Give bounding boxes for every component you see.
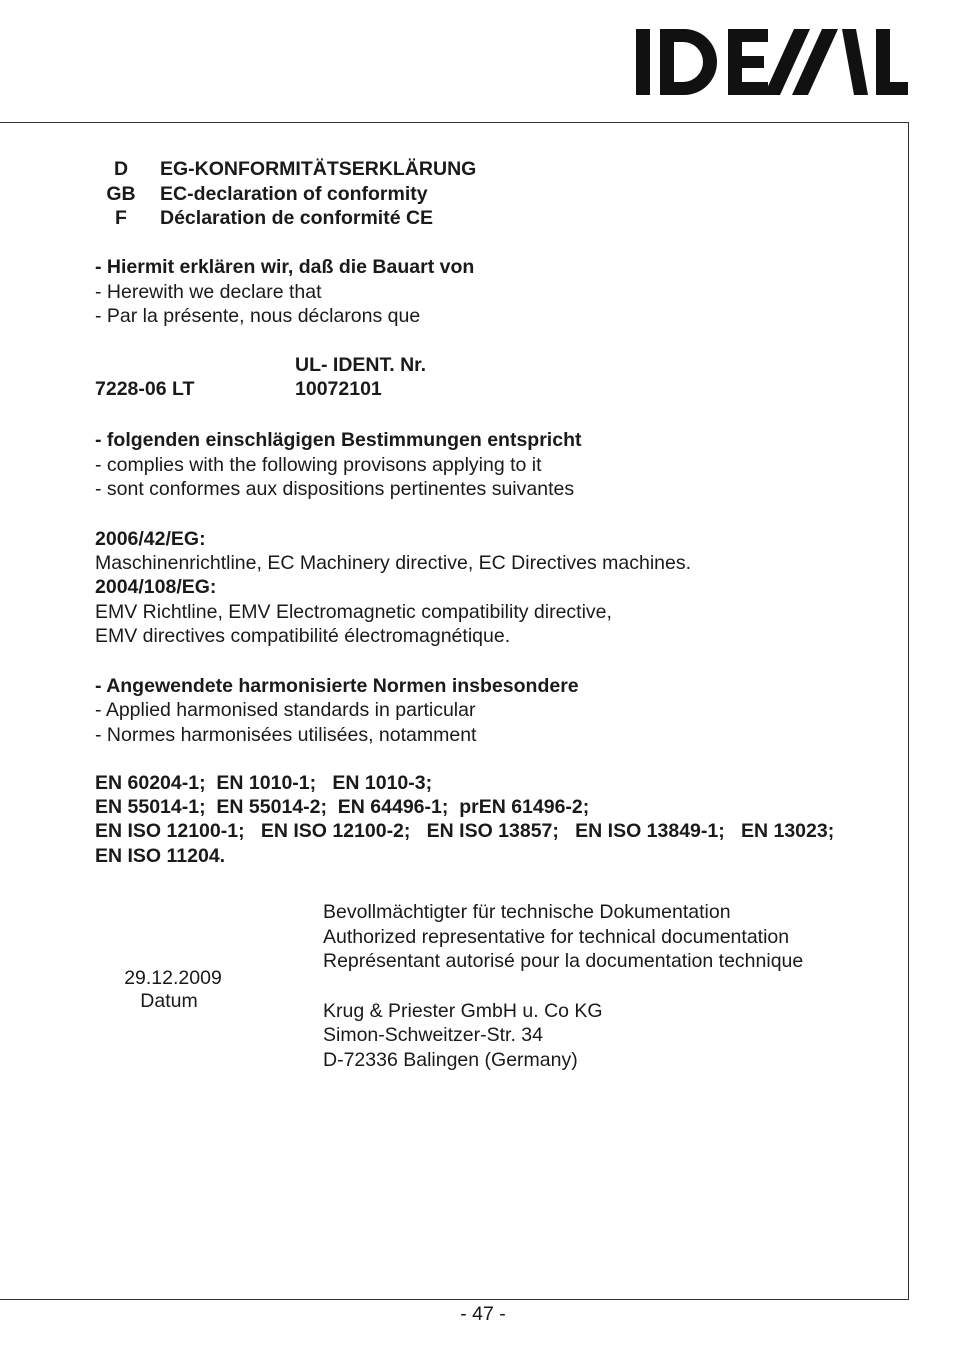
lang-code-gb: GB bbox=[106, 183, 136, 205]
intro-gb: - Herewith we declare that bbox=[95, 281, 322, 303]
standards-intro-de: - Angewendete harmonisierte Normen insbesondere bbox=[95, 675, 579, 697]
product-model: 7228-06 LT bbox=[95, 378, 195, 400]
representative-fr: Représentant autorisé pour la documentation technique bbox=[323, 950, 804, 972]
standards-line: EN ISO 12100-1; EN ISO 12100-2; EN ISO 13857; EN ISO 13849-1; EN 13023; bbox=[95, 820, 835, 842]
signature-date: 29.12.2009 bbox=[124, 967, 222, 989]
standards-line: EN 55014-1; EN 55014-2; EN 64496-1; prEN 61496-2; bbox=[95, 796, 590, 818]
ident-label: UL- IDENT. Nr. bbox=[295, 354, 427, 376]
standards-intro-fr: - Normes harmonisées utilisées, notamment bbox=[95, 724, 477, 746]
ideal-logo bbox=[636, 27, 908, 97]
representative-de: Bevollmächtigter für technische Dokumentation bbox=[323, 901, 731, 923]
frame-right-line bbox=[908, 122, 909, 1300]
provisions-gb: - complies with the following provisons applying to it bbox=[95, 454, 542, 476]
intro-de: - Hiermit erklären wir, daß die Bauart von bbox=[95, 256, 475, 278]
lang-code-de: D bbox=[113, 158, 129, 180]
provisions-de: - folgenden einschlägigen Bestimmungen entspricht bbox=[95, 429, 582, 451]
frame-bottom-line bbox=[0, 1299, 909, 1300]
address-street: Simon-Schweitzer-Str. 34 bbox=[323, 1024, 543, 1046]
frame-top-line bbox=[0, 122, 909, 123]
page-number: - 47 - bbox=[460, 1303, 506, 1325]
standards-line: EN 60204-1; EN 1010-1; EN 1010-3; bbox=[95, 772, 433, 794]
signature-date-label: Datum bbox=[140, 990, 198, 1012]
address-city: D-72336 Balingen (Germany) bbox=[323, 1049, 578, 1071]
address-company: Krug & Priester GmbH u. Co KG bbox=[323, 1000, 603, 1022]
directive-code: 2006/42/EG: bbox=[95, 528, 206, 550]
ident-number: 10072101 bbox=[295, 378, 382, 400]
directive-text: EMV Richtline, EMV Electromagnetic compatibility directive, bbox=[95, 601, 612, 623]
title-gb: EC-declaration of conformity bbox=[160, 183, 428, 205]
directive-text: EMV directives compatibilité électromagnétique. bbox=[95, 625, 511, 647]
standards-line: EN ISO 11204. bbox=[95, 845, 226, 867]
representative-gb: Authorized representative for technical documentation bbox=[323, 926, 790, 948]
title-fr: Déclaration de conformité CE bbox=[160, 207, 434, 229]
title-de: EG-KONFORMITÄTSERKLÄRUNG bbox=[160, 158, 477, 180]
directive-text: Maschinenrichtline, EC Machinery directive, EC Directives machines. bbox=[95, 552, 692, 574]
directive-code: 2004/108/EG: bbox=[95, 576, 217, 598]
intro-fr: - Par la présente, nous déclarons que bbox=[95, 305, 421, 327]
provisions-fr: - sont conformes aux dispositions pertinentes suivantes bbox=[95, 478, 575, 500]
lang-code-fr: F bbox=[115, 207, 127, 229]
standards-intro-gb: - Applied harmonised standards in particular bbox=[95, 699, 476, 721]
